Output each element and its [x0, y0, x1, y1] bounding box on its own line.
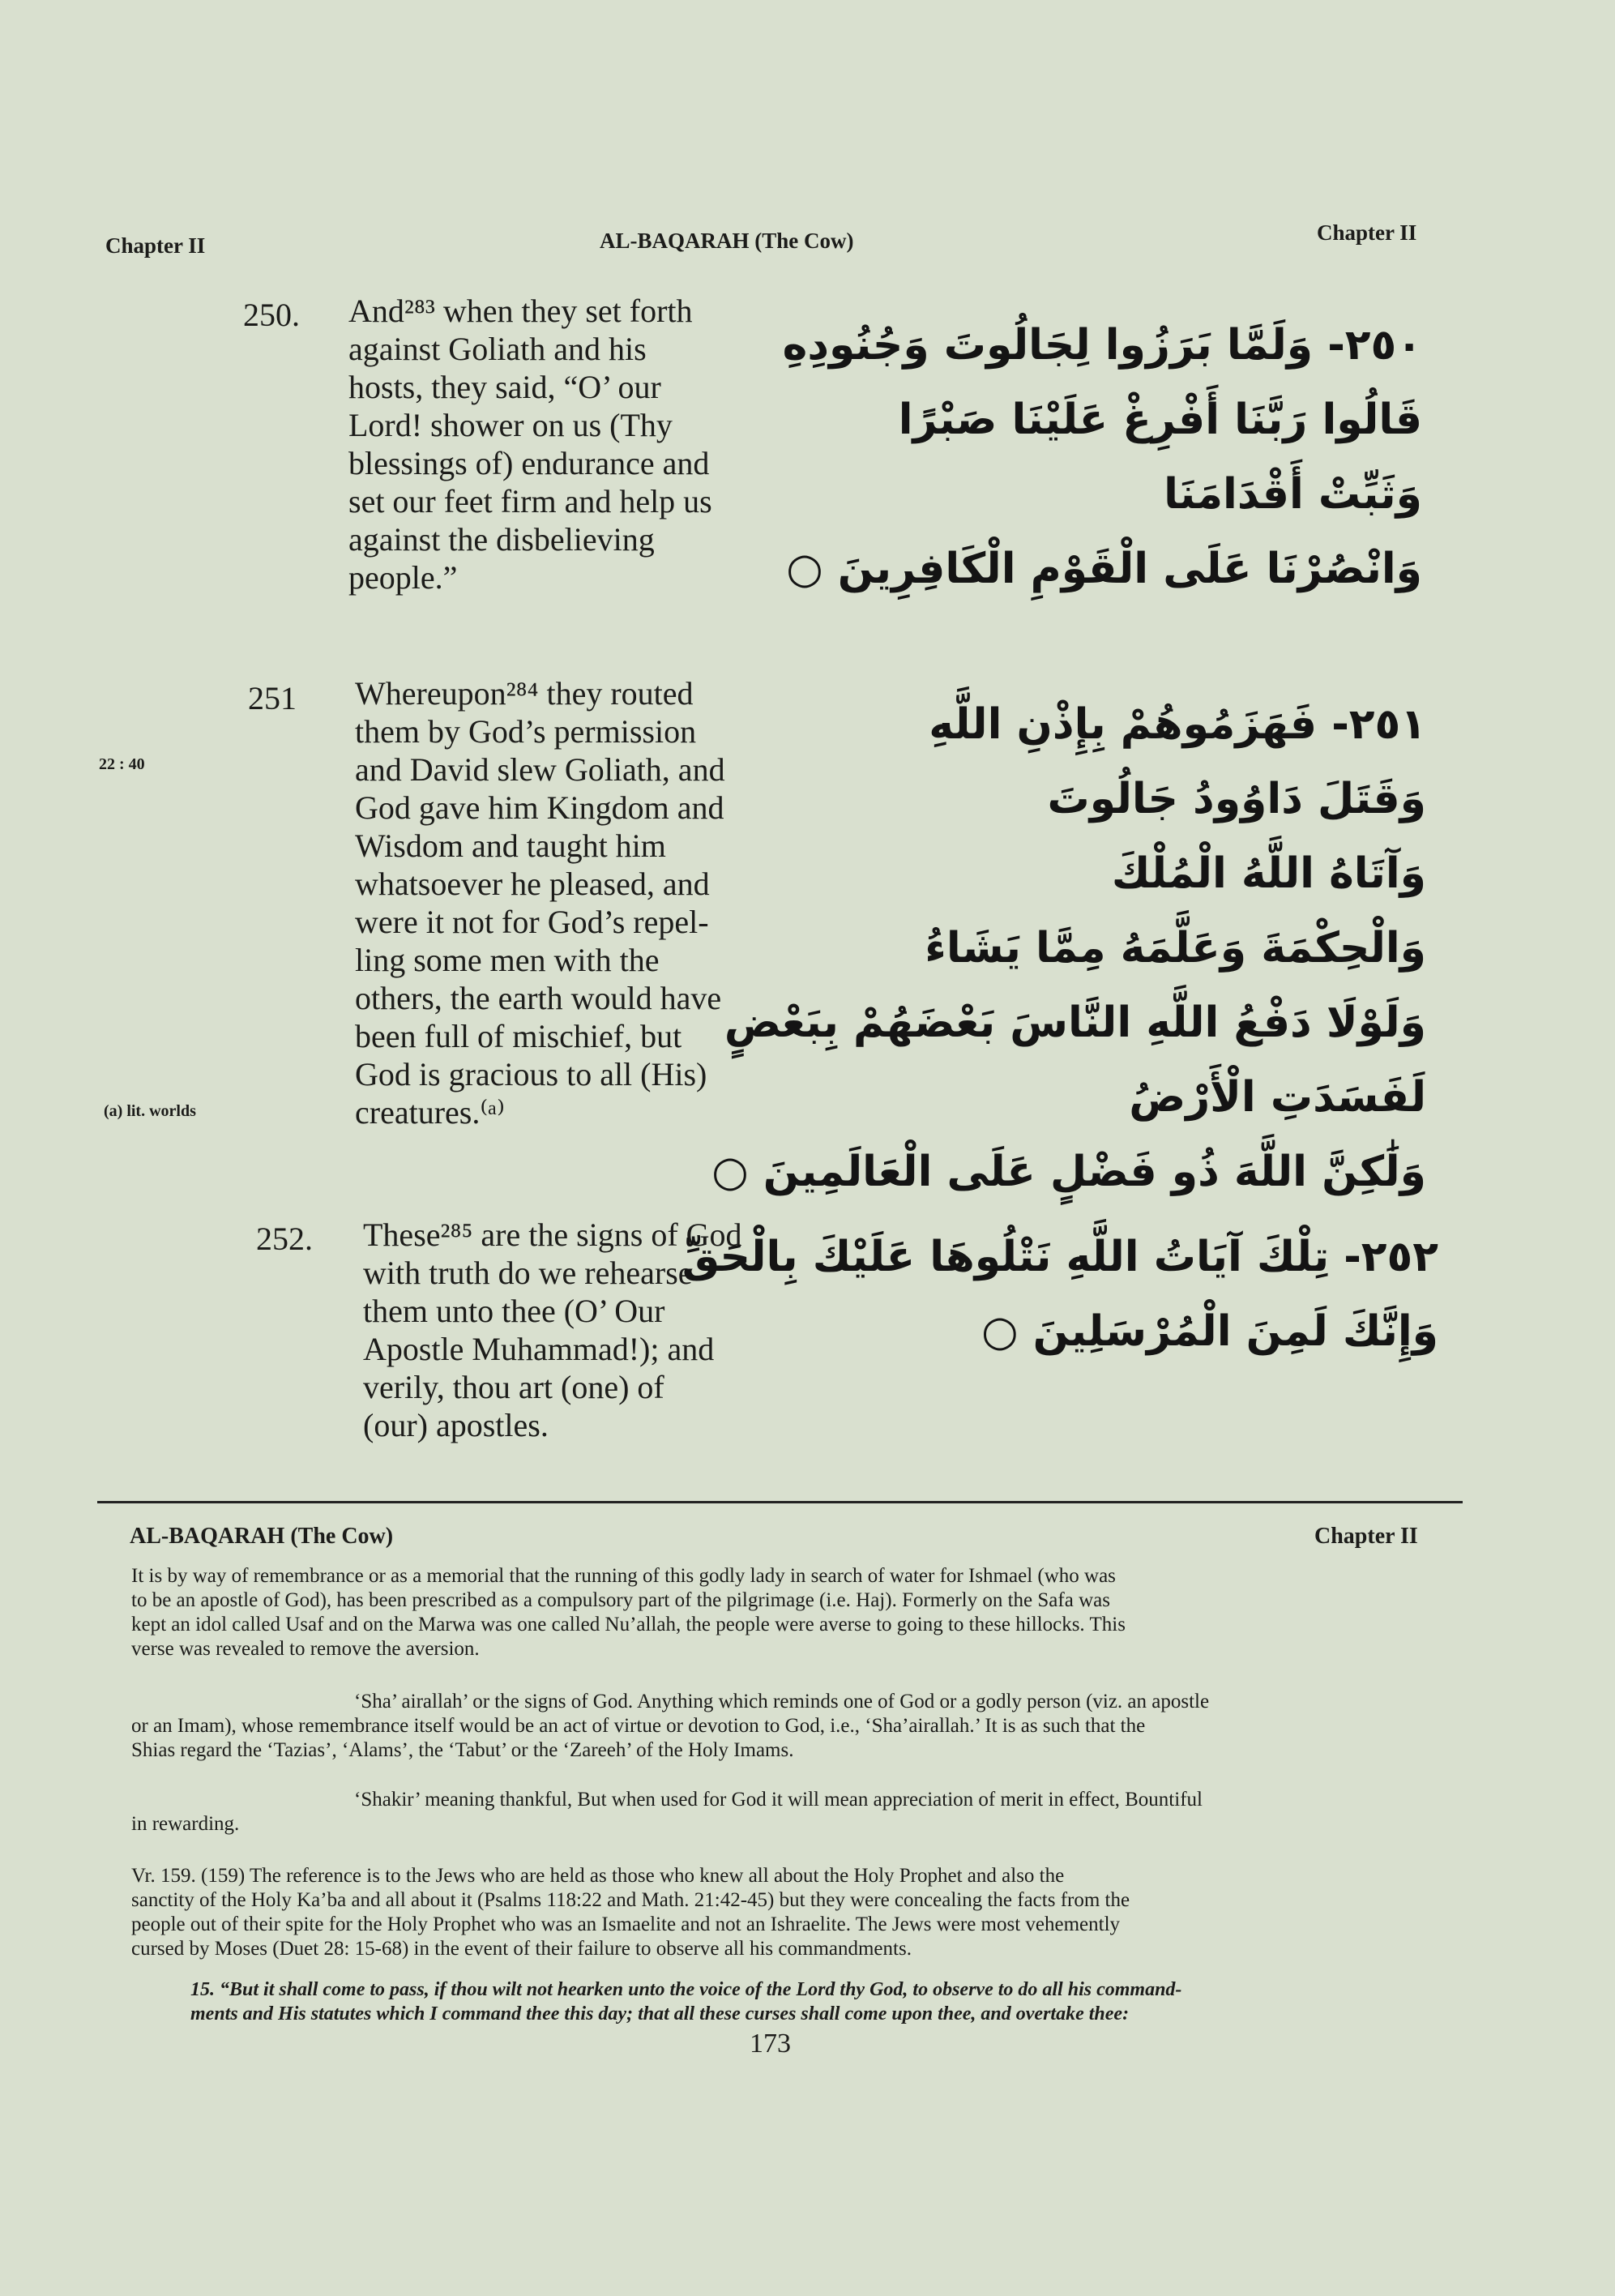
verse-line: Apostle Muhammad!); and: [363, 1331, 715, 1367]
arabic-line: وَآتَاهُ اللَّهُ الْمُلْكَ: [1111, 849, 1426, 898]
arabic-line: ٢٥٢- تِلْكَ آيَاتُ اللَّهِ نَتْلُوهَا عَلَيْكَ بِالْحَقِّ: [681, 1233, 1438, 1281]
footnote-divider: [97, 1501, 1463, 1503]
verse-line: against the disbelieving: [348, 521, 655, 558]
verse-line: (our) apostles.: [363, 1407, 549, 1443]
footnote-header-chapter: Chapter II: [1314, 1524, 1418, 1549]
footnote-quotation: [190, 1977, 1442, 2026]
footnote-header-title: AL-BAQARAH (The Cow): [130, 1524, 394, 1549]
footnote-line: or an Imam), whose remembrance itself would be an act of virtue or devotion to God, i.e., ‘Sha’airallah.’ It is as such that the: [131, 1715, 1146, 1737]
arabic-verse-text: [681, 1220, 1438, 1369]
footnote-line: ments and His statutes which I command thee this day; that all these curses shall come upon thee, and overtake thee:: [190, 2003, 1130, 2024]
arabic-line: وَإِنَّكَ لَمِنَ الْمُرْسَلِينَ ○: [981, 1307, 1438, 1356]
verse-number: 252.: [256, 1221, 313, 1257]
verse-line: blessings of) endurance and: [348, 445, 710, 481]
footnote-line: in rewarding.: [131, 1813, 240, 1835]
verse-line: others, the earth would have: [355, 980, 722, 1016]
verse-line: creatures.⁽ᵃ⁾: [355, 1094, 505, 1131]
verse-line: Lord! shower on us (Thy: [348, 407, 673, 443]
running-header-right: Chapter II: [1317, 220, 1417, 245]
verse-line: God gave him Kingdom and: [355, 789, 724, 826]
verse-line: These²⁸⁵ are the signs of God: [363, 1216, 742, 1253]
footnote-paragraph: [131, 1788, 1440, 1836]
verse-line: were it not for God’s repel-: [355, 904, 709, 940]
verse-number: 250.: [243, 297, 300, 333]
footnote-line: ‘Shakir’ meaning thankful, But when used for God it will mean appreciation of merit in effect, Bountiful: [354, 1789, 1203, 1811]
verse-line: set our feet firm and help us: [348, 483, 712, 519]
footnote-line: sanctity of the Holy Ka’ba and all about it (Psalms 118:22 and Math. 21:42-45) but they were concealing the facts from the: [131, 1889, 1130, 1911]
running-header-title: AL-BAQARAH (The Cow): [600, 229, 854, 253]
footnote-paragraph: [131, 1864, 1440, 1961]
footnote-line: to be an apostle of God), has been prescribed as a compulsory part of the pilgrimage (i.e. Haj). Formerly on the Safa was: [131, 1589, 1110, 1611]
verse-line: Whereupon²⁸⁴ they routed: [355, 675, 694, 712]
arabic-line: وَثَبِّتْ أَقْدَامَنَا: [1164, 470, 1422, 519]
footnote-line: people out of their spite for the Holy Prophet who was an Ismaelite and not an Ishraelite. The Jews were most vehemently: [131, 1913, 1121, 1935]
verse-line: And²⁸³ when they set forth: [348, 293, 693, 329]
running-header-left: Chapter II: [105, 233, 206, 258]
footnote-line: verse was revealed to remove the aversion.: [131, 1638, 480, 1660]
margin-note: (a) lit. worlds: [104, 1102, 196, 1120]
arabic-line: وَلَٰكِنَّ اللَّهَ ذُو فَضْلٍ عَلَى الْعَالَمِينَ ○: [711, 1148, 1426, 1196]
verse-line: and David slew Goliath, and: [355, 751, 725, 788]
verse-line: against Goliath and his: [348, 331, 647, 367]
verse-translation: [355, 674, 833, 1131]
verse-line: God is gracious to all (His): [355, 1056, 707, 1092]
verse-line: Wisdom and taught him: [355, 827, 666, 864]
footnote-paragraph: [131, 1690, 1440, 1763]
footnote-line: ‘Sha’ airallah’ or the signs of God. Anything which reminds one of God or a godly person (viz. an apostle: [354, 1691, 1210, 1712]
arabic-line: وَلَوْلَا دَفْعُ اللَّهِ النَّاسَ بَعْضَهُمْ بِبَعْضٍ: [724, 998, 1426, 1047]
arabic-line: وَقَتَلَ دَاوُودُ جَالُوتَ: [1047, 775, 1426, 823]
verse-number: 251: [248, 680, 297, 716]
arabic-line: وَالْحِكْمَةَ وَعَلَّمَهُ مِمَّا يَشَاءُ: [925, 924, 1426, 973]
arabic-line: لَفَسَدَتِ الْأَرْضُ: [1129, 1073, 1426, 1122]
verse-line: ling some men with the: [355, 942, 660, 978]
verse-line: people.”: [348, 559, 458, 596]
footnote-line: cursed by Moses (Duet 28: 15-68) in the event of their failure to observe all his commandments.: [131, 1938, 912, 1960]
verse-line: hosts, they said, “O’ our: [348, 369, 661, 405]
verse-line: been full of mischief, but: [355, 1018, 682, 1054]
footnote-line: kept an idol called Usaf and on the Marwa was one called Nu’allah, the people were averse to going to these hillocks. This: [131, 1614, 1126, 1635]
verse-line: them unto thee (O’ Our: [363, 1293, 665, 1329]
page-number: 173: [750, 2029, 791, 2059]
cross-reference: 22 : 40: [99, 755, 145, 773]
footnote-line: Shias regard the ‘Tazias’, ‘Alams’, the ‘Tabut’ or the ‘Zareeh’ of the Holy Imams.: [131, 1739, 794, 1761]
verse-line: with truth do we rehearse: [363, 1255, 693, 1291]
arabic-line: ٢٥١- فَهَزَمُوهُمْ بِإِذْنِ اللَّهِ: [929, 700, 1426, 749]
verse-line: whatsoever he pleased, and: [355, 866, 710, 902]
verse-line: verily, thou art (one) of: [363, 1369, 664, 1405]
arabic-verse-text: [711, 687, 1426, 1209]
footnote-paragraph: [131, 1564, 1440, 1661]
arabic-line: وَانْصُرْنَا عَلَى الْقَوْمِ الْكَافِرِينَ ○: [786, 545, 1422, 593]
footnote-line: 15. “But it shall come to pass, if thou wilt not hearken unto the voice of the Lord thy God, to observe to do all his command-: [190, 1979, 1182, 2000]
verse-line: them by God’s permission: [355, 713, 697, 750]
footnote-line: It is by way of remembrance or as a memorial that the running of this godly lady in search of water for Ishmael (who was: [131, 1565, 1116, 1587]
arabic-line: قَالُوا رَبَّنَا أَفْرِغْ عَلَيْنَا صَبْرًا: [898, 395, 1422, 444]
arabic-verse-text: [782, 308, 1422, 606]
arabic-line: ٢٥٠- وَلَمَّا بَرَزُوا لِجَالُوتَ وَجُنُودِهِ: [782, 321, 1422, 370]
footnote-line: Vr. 159. (159) The reference is to the Jews who are held as those who knew all about the Holy Prophet and also the: [131, 1865, 1065, 1887]
verse-translation: [348, 292, 827, 596]
